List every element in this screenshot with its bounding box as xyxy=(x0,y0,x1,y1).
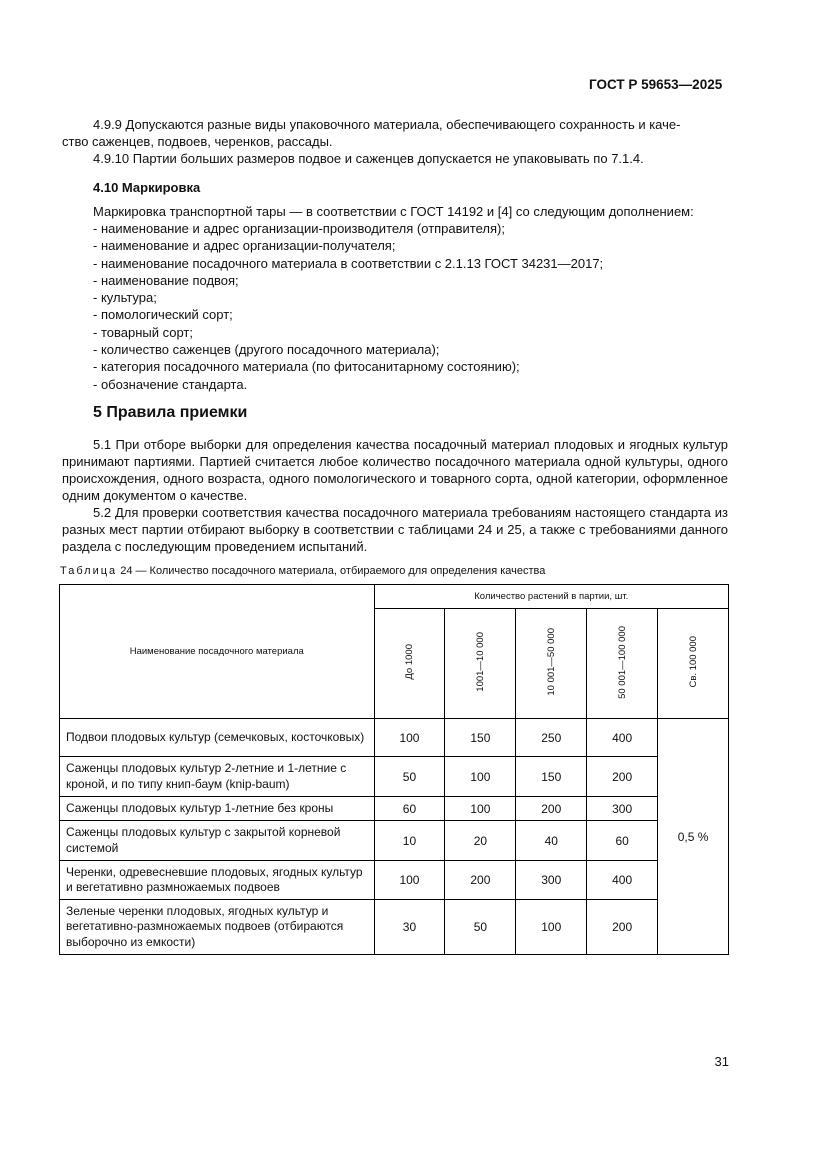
list-item: - наименование и адрес организации-производителя (отправителя); xyxy=(93,221,505,236)
cell-value: 60 xyxy=(374,797,445,821)
cell-value: 100 xyxy=(374,719,445,757)
cell-value: 50 xyxy=(374,757,445,797)
table-caption xyxy=(60,565,545,577)
row-name: Саженцы плодовых культур 2-летние и 1-летние с кроной, и по типу книп-баум (knip-baum) xyxy=(60,757,375,797)
list-item: - обозначение стандарта. xyxy=(93,376,248,392)
table-caption-text: 24 — Количество посадочного материала, отбираемого для определения качества xyxy=(117,565,546,577)
sampling-table xyxy=(59,584,729,955)
list-item: - товарный сорт; xyxy=(93,324,193,340)
page-number: 31 xyxy=(714,1054,729,1069)
column-header-qty: Св. 100 000 xyxy=(658,609,729,719)
cell-value: 50 xyxy=(445,900,516,955)
cell-value: 400 xyxy=(587,719,658,757)
cell-value: 100 xyxy=(516,900,587,955)
cell-value: 150 xyxy=(445,719,516,757)
cell-value: 250 xyxy=(516,719,587,757)
table-caption-label: Таблица xyxy=(60,565,118,577)
column-header-name: Наименование посадочного материала xyxy=(60,585,375,719)
table-row xyxy=(60,719,729,757)
list-item: - категория посадочного материала (по фитосанитарному состоянию); xyxy=(93,359,520,375)
list-item: - культура; xyxy=(93,290,157,306)
cell-value: 300 xyxy=(516,861,587,900)
cell-value: 100 xyxy=(445,757,516,797)
list-item: - помологический сорт; xyxy=(93,307,233,323)
list-item: - наименование подвоя; xyxy=(93,272,239,288)
list-item: - количество саженцев (другого посадочного материала); xyxy=(93,342,440,358)
table-row xyxy=(60,861,729,900)
row-name: Зеленые черенки плодовых, ягодных культур и вегетативно-размножаемых подвоев (отбираются выборочно из емкости) xyxy=(60,900,375,955)
list-item: - наименование посадочного материала в соответствии с 2.1.13 ГОСТ 34231—2017; xyxy=(93,255,604,271)
cell-value: 200 xyxy=(587,757,658,797)
table-row xyxy=(60,797,729,821)
cell-value: 400 xyxy=(587,861,658,900)
section-5-heading: 5 Правила приемки xyxy=(93,404,248,421)
cell-value: 60 xyxy=(587,821,658,861)
table-row xyxy=(60,757,729,797)
column-header-qty: 1001—10 000 xyxy=(445,609,516,719)
table-row xyxy=(60,900,729,955)
row-name: Саженцы плодовых культур 1-летние без кроны xyxy=(60,797,375,821)
row-name: Черенки, одревесневшие плодовых, ягодных культур и вегетативно размножаемых подвоев xyxy=(60,861,375,900)
cell-value: 40 xyxy=(516,821,587,861)
cell-value: 200 xyxy=(587,900,658,955)
cell-value: 150 xyxy=(516,757,587,797)
paragraph-5-1: 5.1 При отборе выборки для определения качества посадочный материал плодовых и ягодных культур принимают партиями. Партией считается любое количество посадочного материала одной культуры, одного происхождения, одного возраста, одного помологического и товарного сорта, одной категории, оформленное одним документом о качестве. xyxy=(62,437,728,503)
column-group-header: Количество растений в партии, шт. xyxy=(374,585,728,609)
column-header-qty: 10 001—50 000 xyxy=(516,609,587,719)
marking-intro: Маркировка транспортной тары — в соответствии с ГОСТ 14192 и [4] со следующим дополнением: xyxy=(93,204,694,219)
paragraph-4-9-10: 4.9.10 Партии больших размеров подвое и саженцев допускается не упаковывать по 7.1.4. xyxy=(93,151,644,166)
paragraph-5-2: 5.2 Для проверки соответствия качества посадочного материала требованиям настоящего стандарта из разных мест партии отбирают выборку в соответствии с таблицами 24 и 25, а также с требованиями данного раздела с последующим проведением испытаний. xyxy=(62,505,728,554)
cell-value: 300 xyxy=(587,797,658,821)
cell-value-merged: 0,5 % xyxy=(658,719,729,955)
cell-value: 30 xyxy=(374,900,445,955)
cell-value: 100 xyxy=(445,797,516,821)
cell-value: 100 xyxy=(374,861,445,900)
table-row xyxy=(60,821,729,861)
cell-value: 20 xyxy=(445,821,516,861)
cell-value: 10 xyxy=(374,821,445,861)
row-name: Саженцы плодовых культур с закрытой корневой системой xyxy=(60,821,375,861)
column-header-qty: До 1000 xyxy=(374,609,445,719)
row-name: Подвои плодовых культур (семечковых, косточковых) xyxy=(60,719,375,757)
cell-value: 200 xyxy=(445,861,516,900)
standard-designation: ГОСТ Р 59653—2025 xyxy=(589,77,723,92)
list-item: - наименование и адрес организации-получателя; xyxy=(93,238,396,254)
marking-list xyxy=(93,220,603,393)
section-4-10-heading: 4.10 Маркировка xyxy=(93,180,201,195)
cell-value: 200 xyxy=(516,797,587,821)
paragraph-4-9-9-line1: 4.9.9 Допускаются разные виды упаковочного материала, обеспечивающего сохранность и каче- xyxy=(93,117,681,132)
paragraph-4-9-9-line2: ство саженцев, подвоев, черенков, рассады. xyxy=(62,134,333,149)
column-header-qty: 50 001—100 000 xyxy=(587,609,658,719)
